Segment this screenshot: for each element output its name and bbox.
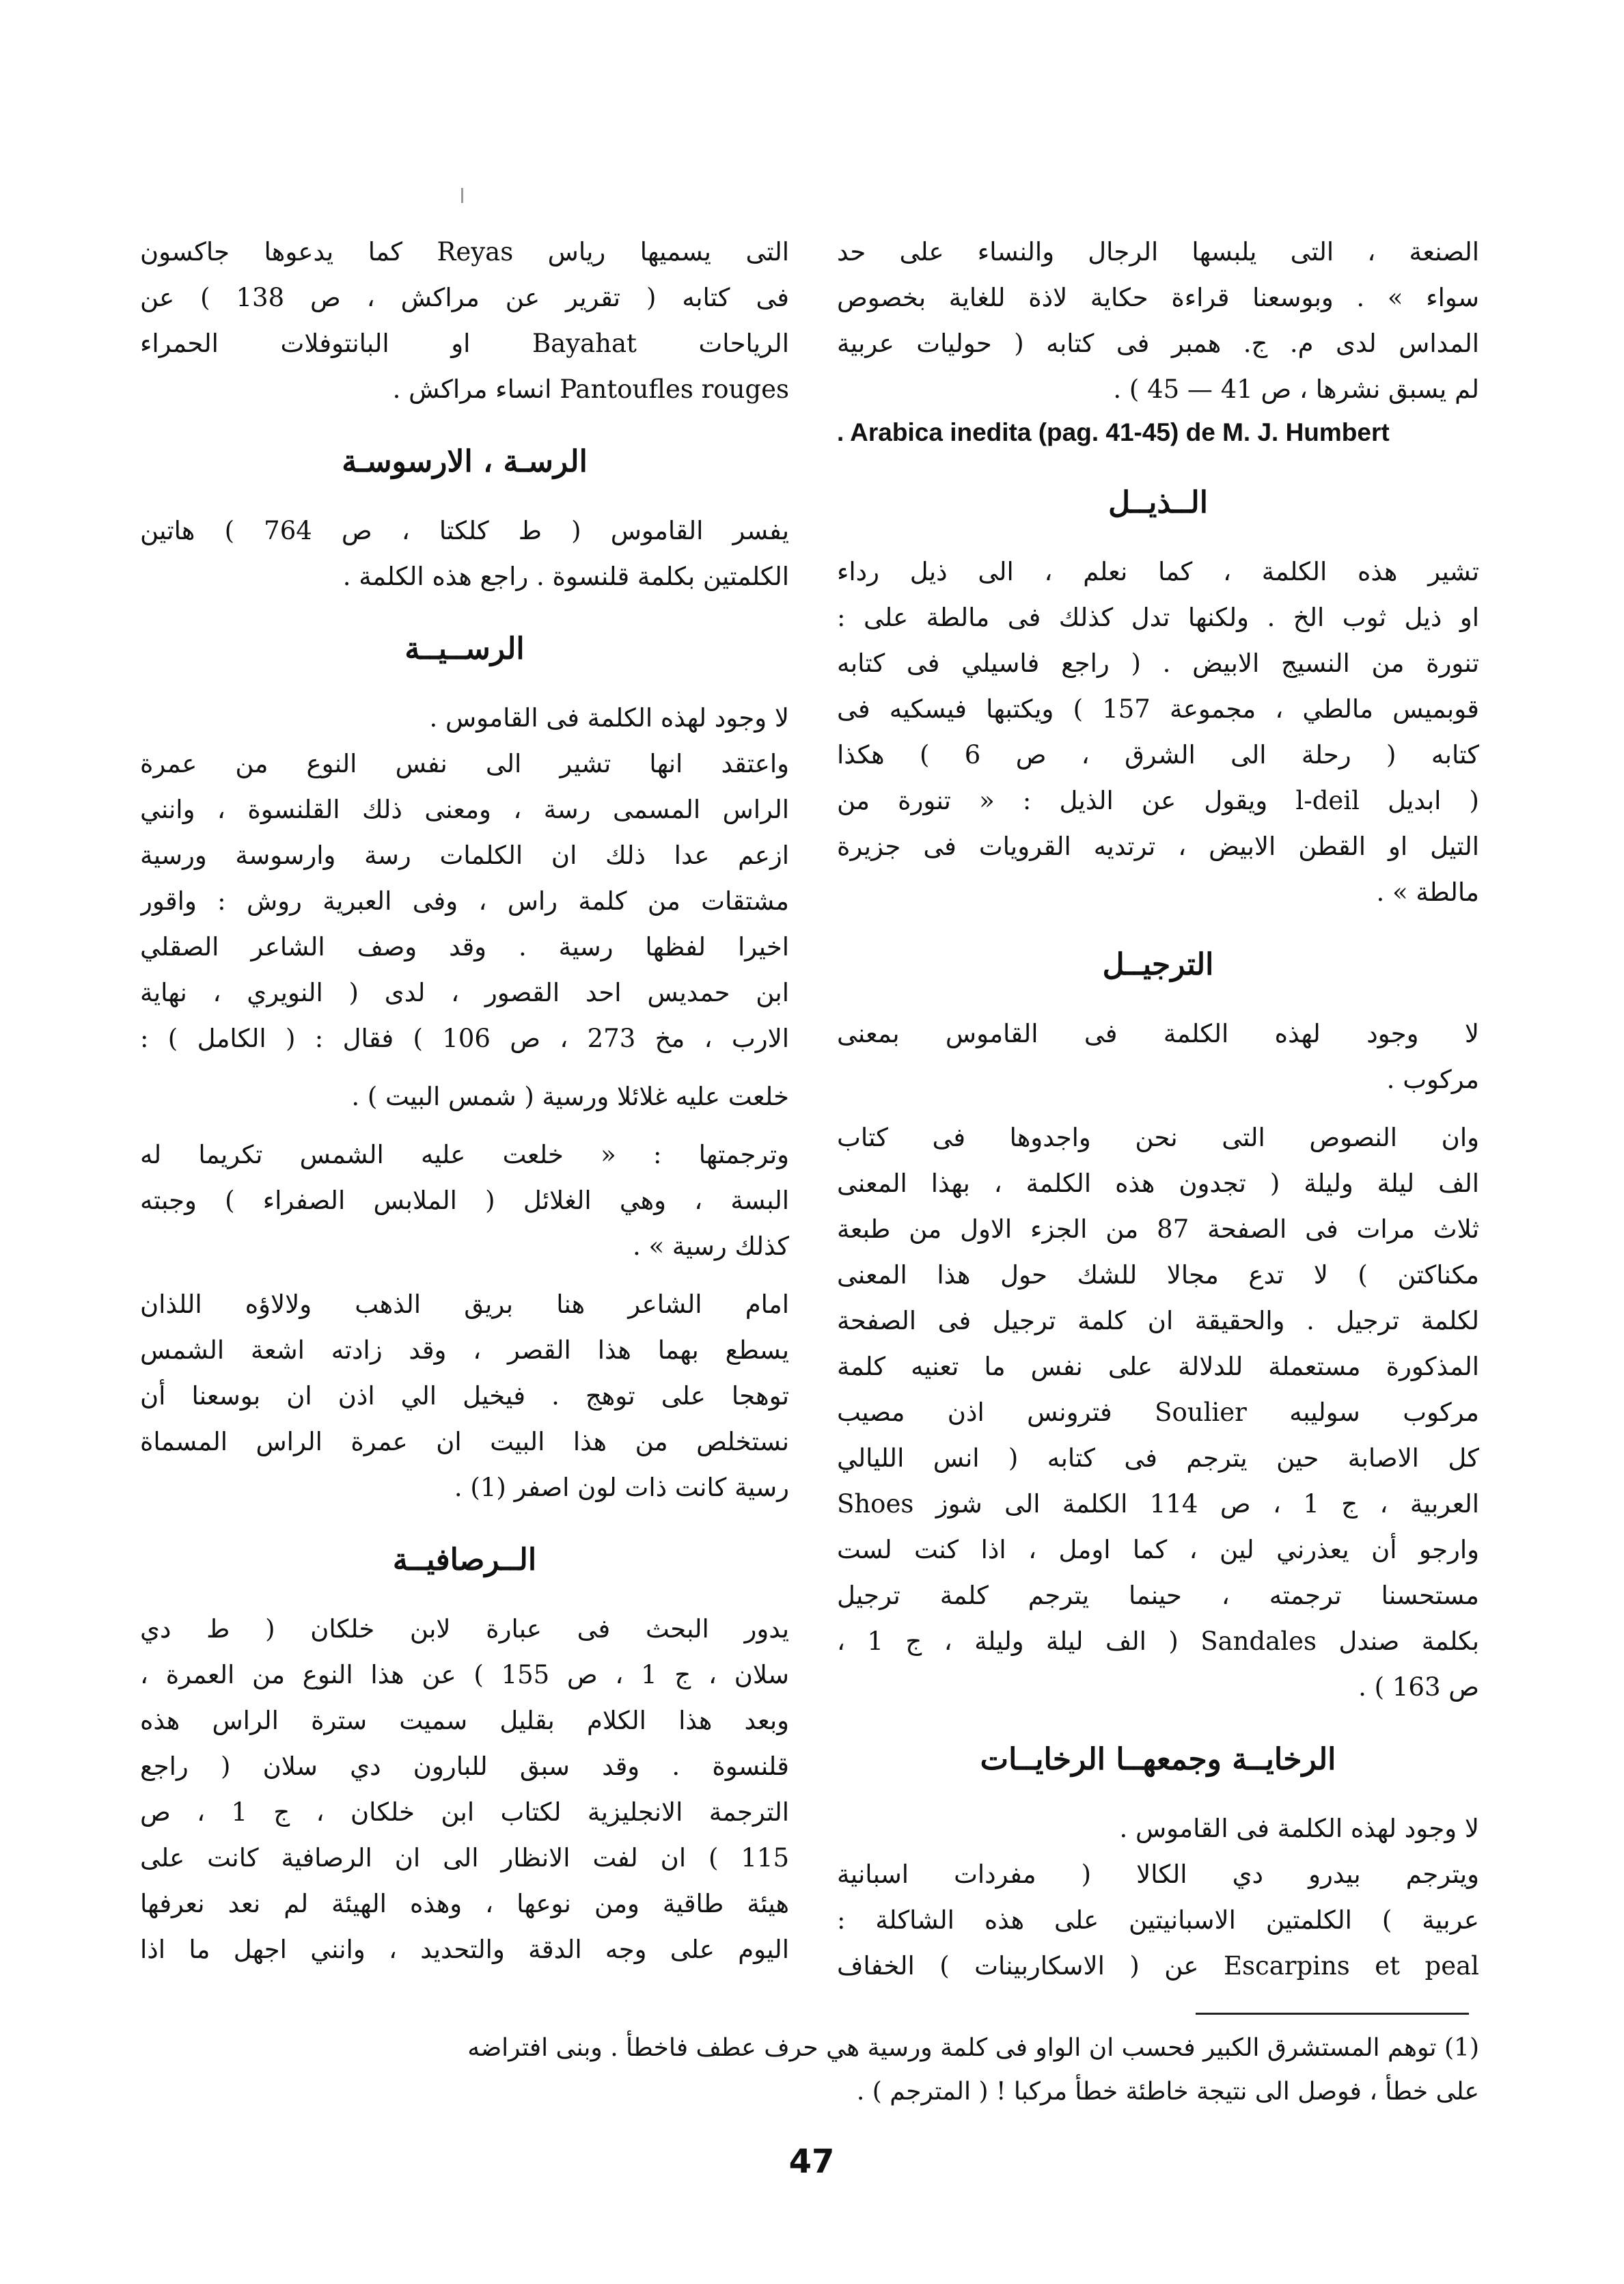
text-line: لا وجود لهذه الكلمة فى القاموس بمعنى <box>837 1019 1479 1048</box>
text-line: قوبميس مالطي ، مجموعة 157 ) ويكتبها فيسكيه فى <box>837 694 1479 724</box>
text-line: سواء » . وبوسعنا قراءة حكاية لاذة للغاية بخصوص <box>837 283 1479 312</box>
text-line: كتابه ( رحلة الى الشرق ، ص 6 ) هكذا <box>837 740 1479 770</box>
text-line: وبعد هذا الكلام بقليل سميت سترة الراس هذه <box>140 1706 789 1735</box>
left-column <box>140 229 789 1972</box>
text-line: عربية ) الكلمتين الاسبانيتين على هذه الشاكلة : <box>837 1905 1479 1935</box>
text-line: الكلمتين بكلمة قلنسوة . راجع هذه الكلمة . <box>342 562 789 591</box>
text-line: Pantoufles rouges انساء مراكش . <box>392 375 789 404</box>
text-line: المذكورة مستعملة للدلالة على نفس ما تعنيه كلمة <box>837 1352 1479 1381</box>
text-line: يدور البحث فى عبارة لابن خلكان ( ط دي <box>140 1614 789 1644</box>
text-line: وترجمتها : « خلعت عليه الشمس تكريما له <box>140 1140 789 1169</box>
text-line: مستحسنا ترجمته ، حينما يترجم كلمة ترجيل <box>837 1581 1479 1610</box>
text-line: كل الاصابة حين يترجم فى كتابه ( انس الليالي <box>837 1443 1479 1473</box>
text-line: ( ابديل l-deil ويقول عن الذيل : « تنورة من <box>837 786 1479 815</box>
text-line: التيل او القطن الابيض ، ترتديه القرويات فى جزيرة <box>837 832 1479 861</box>
section-heading-rassiya: الرســيــة <box>404 631 525 666</box>
text-line: بكلمة صندل Sandales ( الف ليلة وليلة ، ج 1 ، <box>837 1627 1479 1656</box>
right-column <box>837 229 1479 1989</box>
text-line: الصنعة ، التى يلبسها الرجال والنساء على حد <box>837 237 1479 267</box>
text-line: وارجو أن يعذرني لين ، كما اومل ، اذا كنت لست <box>837 1535 1479 1564</box>
text-line: لم يسبق نشرها ، ص 41 — 45 ) . <box>1113 375 1479 404</box>
section-heading-rakhaya: الرخايــة وجمعهــا الرخايــات <box>980 1742 1336 1777</box>
text-line: نستخلص من هذا البيت ان عمرة الراس المسماة <box>140 1427 789 1456</box>
text-line: البسة ، وهي الغلائل ( الملابس الصفراء ) وجبته <box>140 1186 789 1215</box>
latin-citation: . Arabica inedita (pag. 41-45) de M. J. Humbert <box>837 418 1390 446</box>
footnote-divider <box>1196 2013 1469 2015</box>
text-line: قلنسوة . وقد سبق للبارون دي سلان ( راجع <box>140 1752 789 1781</box>
text-line: اخيرا لفظها رسية . وقد وصف الشاعر الصقلي <box>140 932 789 962</box>
page-number: 47 <box>788 2143 835 2181</box>
text-line: توهجا على توهج . فيخيل الي اذن ان بوسعنا أن <box>140 1381 789 1411</box>
text-line: الرياحات Bayahat او البانتوفلات الحمراء <box>140 329 789 358</box>
text-line: لكلمة ترجيل . والحقيقة ان كلمة ترجيل فى الصفحة <box>837 1306 1479 1335</box>
text-line: تنورة من النسيج الابيض . ( راجع فاسيلي فى كتابه <box>837 649 1479 678</box>
footnote-line: على خطأ ، فوصل الى نتيجة خاطئة خطأ مركبا ! ( المترجم ) . <box>856 2078 1479 2106</box>
section-heading-tarjil: الترجيــل <box>1102 947 1214 982</box>
text-line: هيئة طاقية ومن نوعها ، وهذه الهيئة لم نعد نعرفها <box>140 1889 789 1918</box>
text-line: وان النصوص التى نحن واجدوها فى كتاب <box>837 1123 1479 1152</box>
text-line: الارب ، مخ 273 ، ص 106 ) فقال : ( الكامل ) : <box>140 1024 789 1053</box>
text-line: تشير هذه الكلمة ، كما نعلم ، الى ذيل رداء <box>837 557 1479 586</box>
text-line: او ذيل ثوب الخ . ولكنها تدل كذلك فى مالطة على : <box>837 603 1479 632</box>
text-line: ابن حمديس احد القصور ، لدى ( النويري ، نهاية <box>140 978 789 1007</box>
text-line: الراس المسمى رسة ، ومعنى ذلك القلنسوة ، وانني <box>140 795 789 824</box>
text-line: التى يسميها رياس Reyas كما يدعوها جاكسون <box>140 237 789 267</box>
section-heading-rusafiya: الــرصافيــة <box>392 1542 537 1577</box>
text-line: لا وجود لهذه الكلمة فى القاموس . <box>429 703 789 733</box>
text-line: رسية كانت ذات لون اصفر (1) . <box>454 1473 789 1502</box>
text-line: الترجمة الانجليزية لكتاب ابن خلكان ، ج 1 ، ص <box>140 1797 789 1827</box>
text-line: العربية ، ج 1 ، ص 114 الكلمة الى شوز Shoes <box>837 1489 1479 1519</box>
text-line: يفسر القاموس ( ط كلكتا ، ص 764 ) هاتين <box>140 516 789 545</box>
text-line: ويترجم بيدرو دي الكالا ( مفردات اسبانية <box>837 1860 1479 1889</box>
text-line: سلان ، ج 1 ، ص 155 ) عن هذا النوع من العمرة ، <box>140 1660 789 1689</box>
text-line: يسطع بهما هذا القصر ، وقد زادته اشعة الشمس <box>140 1335 789 1365</box>
text-line: ثلاث مرات فى الصفحة 87 من الجزء الاول من طبعة <box>837 1214 1479 1244</box>
text-line: مالطة » . <box>1376 878 1479 907</box>
section-heading-dhayl: الــذيــل <box>1108 485 1208 520</box>
text-line: المداس لدى م. ج. همبر فى كتابه ( حوليات عربية <box>837 329 1479 358</box>
text-line: واعتقد انها تشير الى نفس النوع من عمرة <box>140 749 789 778</box>
crop-mark <box>461 188 463 203</box>
section-heading-rassa: الرسـة ، الارسوسـة <box>342 444 588 479</box>
text-line: مركوب سوليبه Soulier فترونس اذن مصيب <box>837 1398 1479 1427</box>
text-line: اليوم على وجه الدقة والتحديد ، وانني اجهل ما اذا <box>140 1935 789 1964</box>
footnote-line: (1) توهم المستشرق الكبير فحسب ان الواو فى كلمة ورسية هي حرف عطف فاخطأ . وبنى افتراضه <box>467 2034 1479 2062</box>
verse-line: خلعت عليه غلائلا ورسية ( شمس البيت ) . <box>351 1082 789 1111</box>
text-line: امام الشاعر هنا بريق الذهب ولالاؤه اللذان <box>140 1290 789 1319</box>
text-line: 115 ) ان لفت الانظار الى ان الرصافية كانت على <box>140 1843 789 1873</box>
text-line: ازعم عدا ذلك ان الكلمات رسة وارسوسة ورسية <box>140 841 789 870</box>
text-line: Escarpins et peal عن ( الاسكاربينات ) الخفاف <box>837 1951 1479 1981</box>
text-line: فى كتابه ( تقرير عن مراكش ، ص 138 ) عن <box>140 283 789 312</box>
text-line: الف ليلة وليلة ( تجدون هذه الكلمة ، بهذا المعنى <box>837 1169 1479 1198</box>
footnotes <box>140 2026 1479 2114</box>
text-line: ص 163 ) . <box>1358 1672 1479 1702</box>
text-line: كذلك رسية » . <box>632 1232 789 1261</box>
text-line: مشتقات من كلمة راس ، وفى العبرية روش : واقور <box>140 886 789 916</box>
text-line: مركوب . <box>1386 1065 1479 1094</box>
text-line: مكناكتن ) لا تدع مجالا للشك حول هذا المعنى <box>837 1260 1479 1290</box>
text-line: لا وجود لهذه الكلمة فى القاموس . <box>1119 1814 1479 1843</box>
